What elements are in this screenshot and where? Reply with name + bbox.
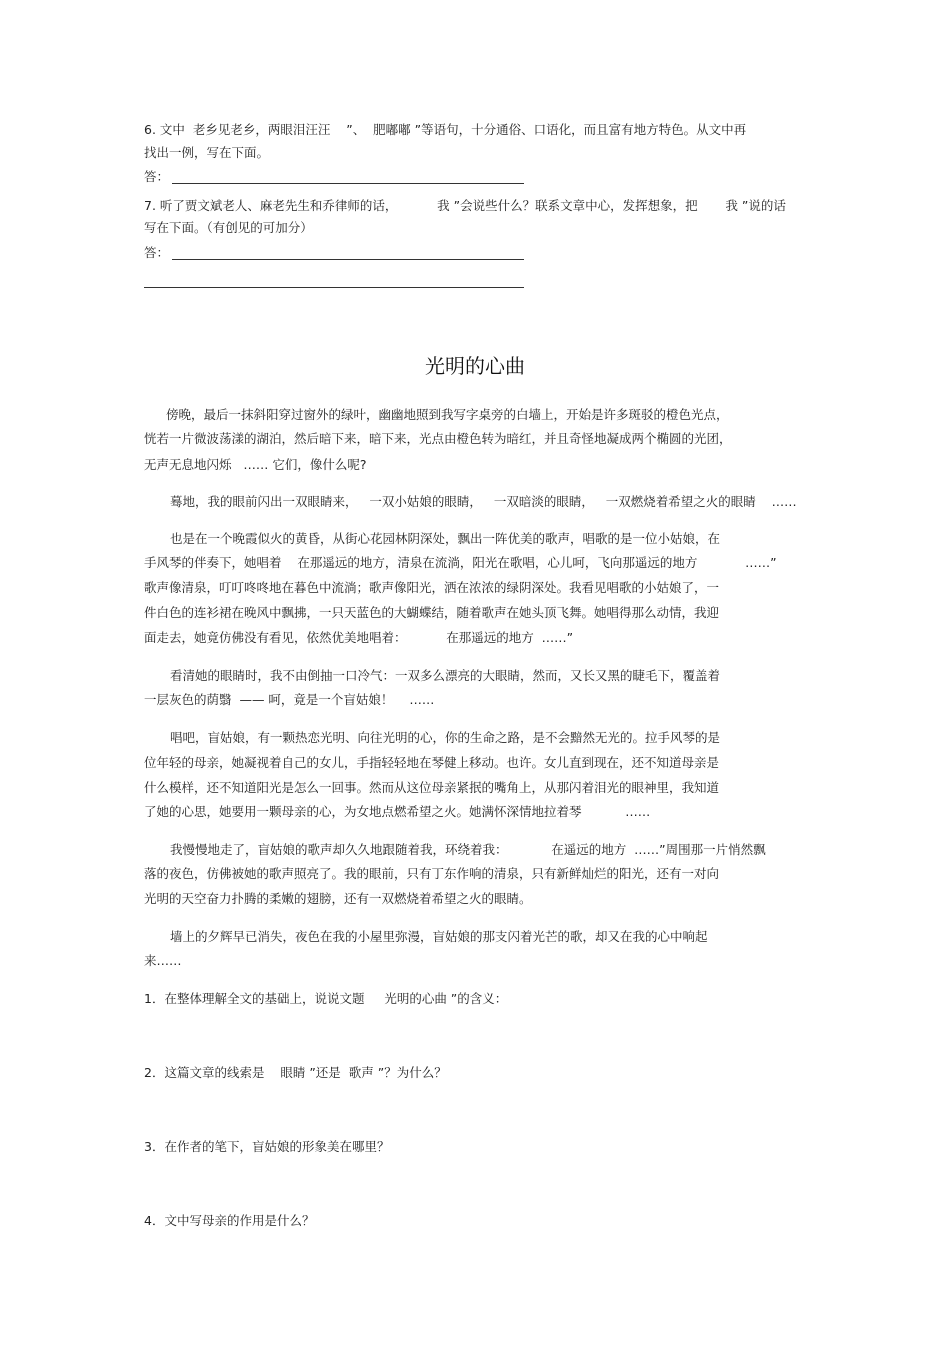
article-line: 落的夜色，仿佛被她的歌声照亮了。我的眼前，只有丁东作响的清泉，只有新鲜灿烂的阳光，还有一对向	[144, 866, 720, 881]
question-3: 3．在作者的笔下，盲姑娘的形象美在哪里？	[144, 1139, 390, 1154]
question-2: 2．这篇文章的线索是 眼睛 ”还是 歌声 ”？为什么？	[144, 1065, 447, 1080]
question-6-line-1: 6. 文中 老乡见老乡，两眼泪汪汪 ”、 肥嘟嘟 ”等语句，十分通俗、口语化，而且富有地方特色。从文中再	[144, 122, 747, 137]
article-line: 了她的心思，她要用一颗母亲的心，为女地点燃希望之火。她满怀深情地拉着琴 ……	[144, 804, 651, 819]
article-line: 面走去，她竟仿佛没有看见，依然优美地唱着： 在那遥远的地方 ……”	[144, 630, 574, 645]
article-line: 也是在一个晚霞似火的黄昏，从街心花园林阴深处，飘出一阵优美的歌声，唱歌的是一位小姑娘，在	[170, 531, 721, 546]
article-line: 墙上的夕辉早已消失，夜色在我的小屋里弥漫，盲姑娘的那支闪着光芒的歌，却又在我的心中响起	[170, 929, 708, 944]
article-line: 位年轻的母亲，她凝视着自己的女儿，手指轻轻地在琴健上移动。也许。女儿直到现在，还不知道母亲是	[144, 755, 720, 770]
article-line: 歌声像清泉，叮叮咚咚地在暮色中流淌；歌声像阳光，洒在浓浓的绿阴深处。我看见唱歌的小姑娘了，一	[144, 580, 720, 595]
question-7-answer-label: 答：	[144, 245, 170, 260]
article-line: 傍晚，最后一抹斜阳穿过窗外的绿叶，幽幽地照到我写字桌旁的白墙上，开始是许多斑驳的橙色光点，	[166, 407, 729, 422]
article-line: 看清她的眼睛时，我不由倒抽一口冷气：一双多么漂亮的大眼睛，然而，又长又黑的睫毛下，覆盖着	[170, 668, 721, 683]
question-6-answer-line	[172, 183, 524, 184]
question-7-line-1: 7. 听了贾文斌老人、麻老先生和乔律师的话， 我 ”会说些什么？联系文章中心，发挥想象，把 我 ”说的话	[144, 198, 786, 213]
article-line: 一层灰色的荫翳 —— 呵，竟是一个盲姑娘！ ……	[144, 692, 435, 707]
question-6-answer-label: 答：	[144, 169, 170, 184]
article-line: 光明的天空奋力扑腾的柔嫩的翅膀，还有一双燃烧着希望之火的眼睛。	[144, 891, 532, 906]
article-line: 无声无息地闪烁 …… 它们，像什么呢?	[144, 457, 367, 472]
article-line: 来……	[144, 953, 182, 968]
article-line: 蓦地，我的眼前闪出一双眼睛来， 一双小姑娘的眼睛， 一双暗淡的眼睛， 一双燃烧着希望之火的眼睛 ……	[170, 494, 797, 509]
question-6-line-2: 找出一例，写在下面。	[144, 145, 270, 160]
article-line: 我慢慢地走了，盲姑娘的歌声却久久地跟随着我，环绕着我： 在遥远的地方 ……”周围那一片悄然飘	[170, 842, 766, 857]
article-line: 恍若一片微波荡漾的湖泊，然后暗下来，暗下来，光点由橙色转为暗红，并且奇怪地凝成两个椭圆的光团，	[144, 431, 732, 446]
question-4: 4．文中写母亲的作用是什么？	[144, 1213, 315, 1228]
article-title: 光明的心曲	[425, 354, 525, 378]
question-7-line-2: 写在下面。（有创见的可加分）	[144, 220, 313, 235]
question-1: 1．在整体理解全文的基础上，说说文题 光明的心曲 ”的含义：	[144, 991, 508, 1006]
article-line: 手风琴的伴奏下，她唱着 在那遥远的地方，清泉在流淌，阳光在歌唱，心儿呵，飞向那遥远的地方 ……”	[144, 555, 777, 570]
question-7-answer-line-1	[172, 259, 524, 260]
article-line: 件白色的连衫裙在晚风中飘拂，一只天蓝色的大蝴蝶结，随着歌声在她头顶飞舞。她唱得那么动情，我迎	[144, 605, 720, 620]
article-line: 唱吧，盲姑娘，有一颗热恋光明、向往光明的心，你的生命之路，是不会黯然无光的。拉手风琴的是	[170, 730, 721, 745]
article-line: 什么模样，还不知道阳光是怎么一回事。然而从这位母亲紧抿的嘴角上，从那闪着泪光的眼神里，我知道	[144, 780, 720, 795]
question-7-answer-line-2	[144, 287, 524, 288]
